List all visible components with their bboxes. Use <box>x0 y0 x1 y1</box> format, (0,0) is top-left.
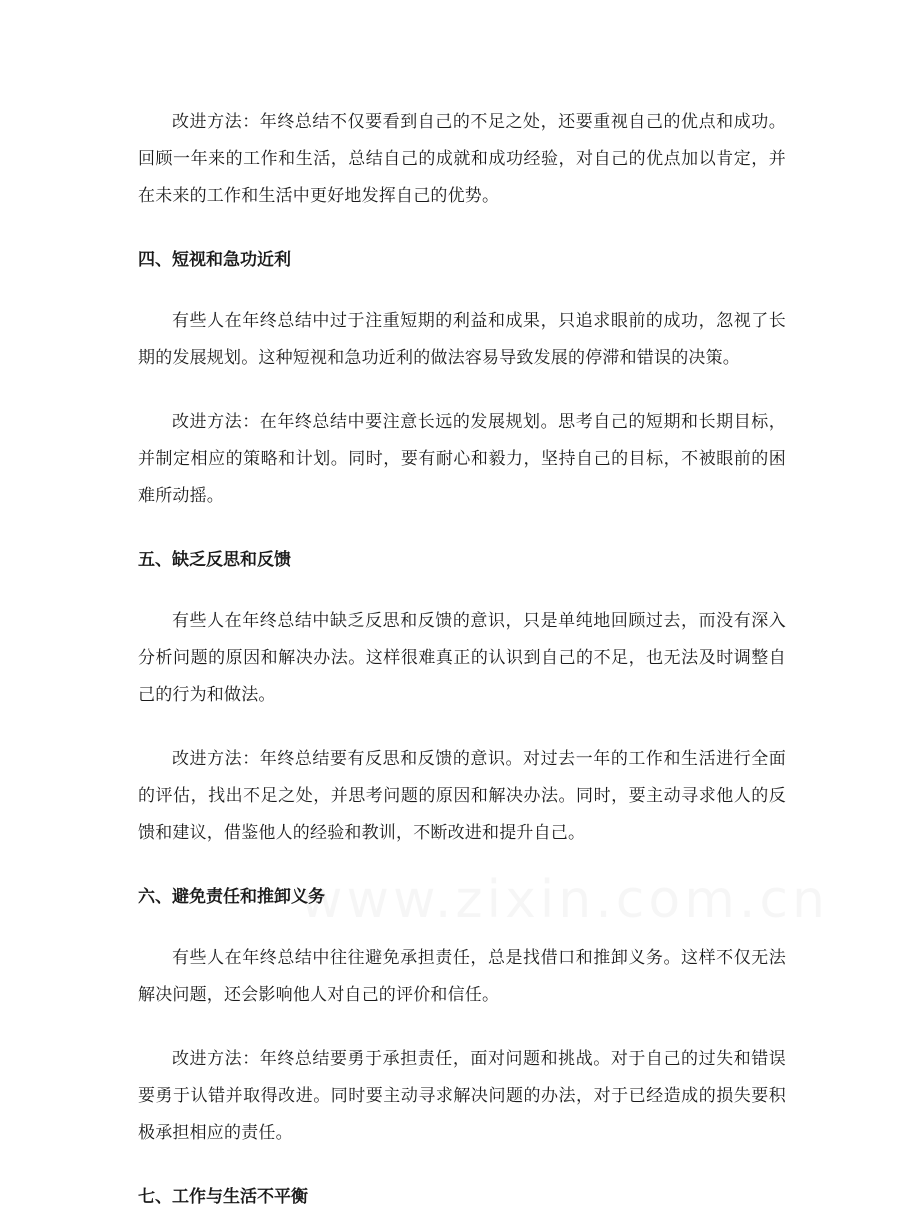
section-heading: 五、缺乏反思和反馈 <box>138 550 291 570</box>
section-heading: 四、短视和急功近利 <box>138 250 291 270</box>
paragraph: 改进方法：年终总结不仅要看到自己的不足之处，还要重视自己的优点和成功。回顾一年来的工作和生活，总结自己的成就和成功经验，对自己的优点加以肯定，并在未来的工作和生活中更好地发挥自己的优势。 <box>138 112 786 206</box>
section-heading: 七、工作与生活不平衡 <box>138 1187 308 1207</box>
section-heading: 六、避免责任和推卸义务 <box>138 887 325 907</box>
paragraph: 改进方法：年终总结要勇于承担责任，面对问题和挑战。对于自己的过失和错误要勇于认错并取得改进。同时要主动寻求解决问题的办法，对于已经造成的损失要积极承担相应的责任。 <box>138 1049 786 1143</box>
paragraph: 有些人在年终总结中缺乏反思和反馈的意识，只是单纯地回顾过去，而没有深入分析问题的原因和解决办法。这样很难真正的认识到自己的不足，也无法及时调整自己的行为和做法。 <box>138 611 786 705</box>
paragraph: 改进方法：年终总结要有反思和反馈的意识。对过去一年的工作和生活进行全面的评估，找出不足之处，并思考问题的原因和解决办法。同时，要主动寻求他人的反馈和建议，借鉴他人的经验和教训，不断改进和提升自己。 <box>138 749 786 843</box>
document-body <box>138 104 786 1216</box>
paragraph: 有些人在年终总结中往往避免承担责任，总是找借口和推卸义务。这样不仅无法解决问题，还会影响他人对自己的评价和信任。 <box>138 948 786 1005</box>
paragraph: 改进方法：在年终总结中要注意长远的发展规划。思考自己的短期和长期目标，并制定相应的策略和计划。同时，要有耐心和毅力，坚持自己的目标，不被眼前的困难所动摇。 <box>138 412 786 506</box>
paragraph: 有些人在年终总结中过于注重短期的利益和成果，只追求眼前的成功，忽视了长期的发展规划。这种短视和急功近利的做法容易导致发展的停滞和错误的决策。 <box>138 311 786 368</box>
